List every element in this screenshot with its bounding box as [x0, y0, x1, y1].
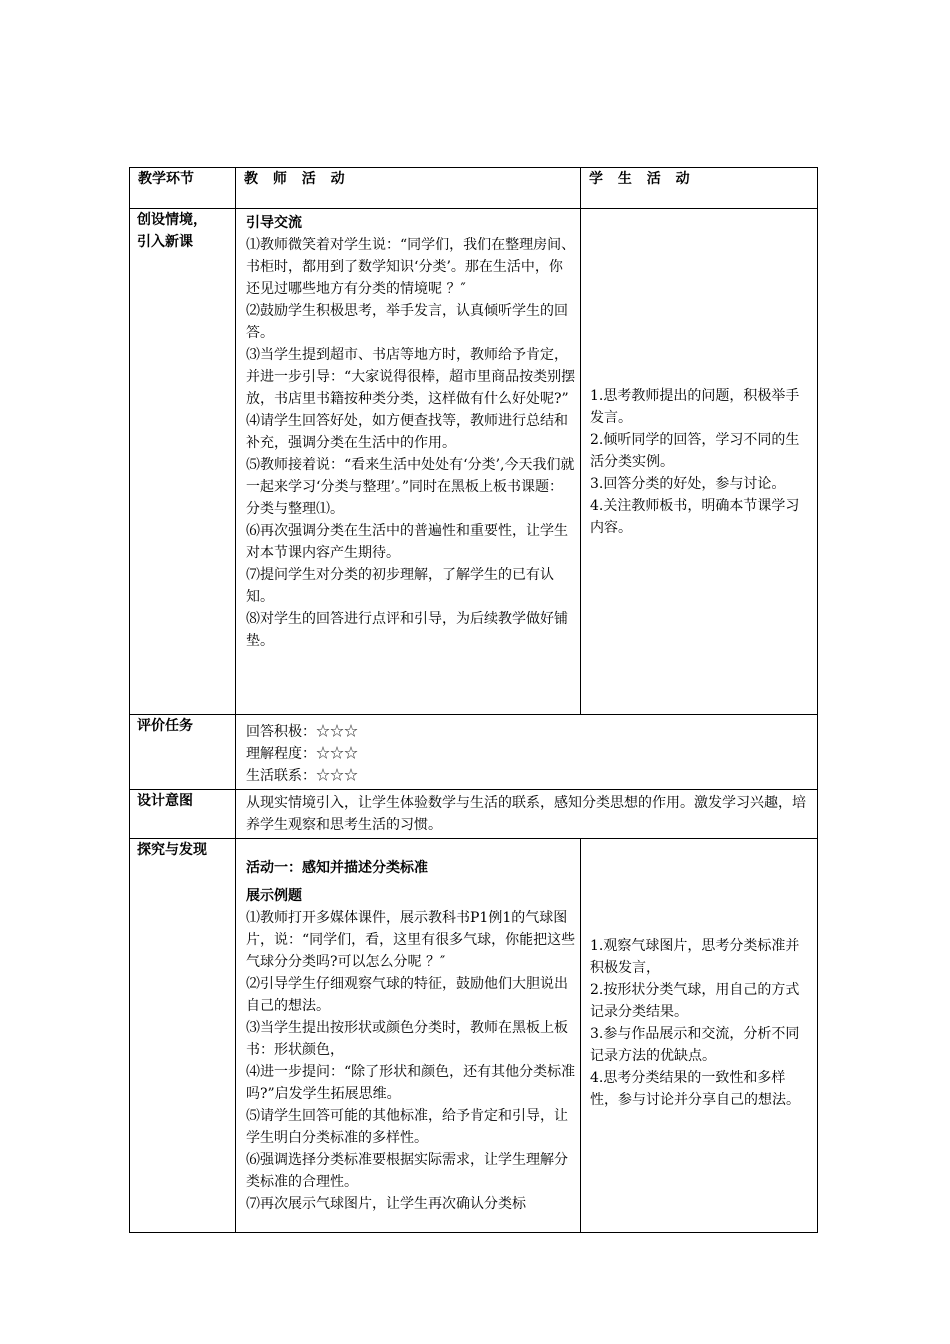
header-teacher-activity: 教 师 活 动 — [244, 171, 350, 187]
section-intro-student — [581, 385, 817, 539]
teacher-step: ⑷进一步提问：“除了形状和颜色，还有其他分类标准吗?”启发学生拓展思维。 — [246, 1064, 576, 1102]
design-intent-text: 从现实情境引入，让学生体验数学与生活的联系，感知分类思想的作用。激发学习兴趣，培养学生观察和思考生活的习惯。 — [246, 795, 806, 833]
section-explore-teacher — [236, 839, 580, 1217]
student-step: 2.按形状分类气球，用自己的方式记录分类结果。 — [590, 982, 800, 1020]
section-intro-label-line1: 创设情境， — [137, 212, 207, 228]
section-intro-label-line2: 引入新课 — [137, 234, 193, 250]
evaluation-label: 评价任务 — [137, 718, 193, 734]
student-step: 3.参与作品展示和交流，分析不同记录方法的优缺点。 — [590, 1026, 800, 1064]
header-student-activity: 学 生 活 动 — [589, 171, 695, 187]
teacher-step: ⑺提问学生对分类的初步理解，了解学生的已有认知。 — [246, 567, 554, 605]
teacher-step: ⑻对学生的回答进行点评和引导，为后续教学做好铺垫。 — [246, 611, 568, 649]
student-step: 4.关注教师板书，明确本节课学习内容。 — [590, 497, 800, 536]
header-stage: 教学环节 — [138, 171, 194, 187]
student-step: 2.倾听同学的回答，学习不同的生活分类实例。 — [590, 431, 800, 470]
teacher-step: ⑺再次展示气球图片，让学生再次确认分类标 — [246, 1196, 526, 1212]
evaluation-item: 生活联系：☆☆☆ — [246, 768, 358, 784]
section-explore-row — [130, 839, 818, 1233]
teacher-step: ⑴教师打开多媒体课件，展示教科书P1例1的气球图片，说：“同学们，看，这里有很多气球，你能把这些气球分分类吗?可以怎么分呢 ？″ — [246, 910, 576, 970]
activity-title: 活动一：感知并描述分类标准 — [246, 860, 428, 876]
teacher-step: ⑴教师微笑着对学生说：“同学们，我们在整理房间、书柜时，都用到了数学知识‘分类’。那在生活中，你还见过哪些地方有分类的情境呢 ？″ — [246, 237, 576, 297]
section-explore-student — [581, 839, 817, 1111]
star-rating: ☆☆☆ — [316, 746, 358, 762]
section-intro-label — [130, 209, 235, 253]
teacher-step: ⑶当学生提到超市、书店等地方时，教师给予肯定，并进一步引导：“大家说得很棒，超市里商品按类别摆放，书店里书籍按种类分类，这样做有什么好处呢?” — [246, 347, 576, 407]
section-explore-label: 探究与发现 — [137, 842, 207, 858]
section-intro-row — [130, 209, 818, 715]
design-intent-row — [130, 790, 818, 839]
section-intro-subhead: 引导交流 — [246, 215, 302, 231]
section-intro-teacher — [236, 209, 580, 654]
section-explore-subhead: 展示例题 — [246, 888, 302, 904]
teacher-step: ⑷请学生回答好处，如方便查找等，教师进行总结和补充，强调分类在生活中的作用。 — [246, 413, 568, 451]
star-rating: ☆☆☆ — [316, 724, 358, 740]
header-row — [130, 168, 818, 209]
student-step: 4.思考分类结果的一致性和多样性，参与讨论并分享自己的想法。 — [590, 1070, 800, 1108]
evaluation-row — [130, 715, 818, 790]
student-step: 3.回答分类的好处，参与讨论。 — [590, 475, 786, 492]
star-rating: ☆☆☆ — [316, 768, 358, 784]
teacher-step: ⑵引导学生仔细观察气球的特征，鼓励他们大胆说出自己的想法。 — [246, 976, 568, 1014]
teacher-step: ⑶当学生提出按形状或颜色分类时，教师在黑板上板书：形状颜色， — [246, 1020, 568, 1058]
teacher-step: ⑸教师接着说：“看来生活中处处有‘分类’,今天我们就一起来学习‘分类与整理’。”同时在黑板上板书课题：分类与整理⑴。 — [246, 457, 575, 517]
design-intent-label: 设计意图 — [137, 793, 193, 809]
student-step: 1.思考教师提出的问题，积极举手发言。 — [590, 387, 800, 426]
student-step: 1.观察气球图片，思考分类标准并积极发言， — [590, 938, 800, 976]
evaluation-items — [236, 715, 817, 789]
teacher-step: ⑵鼓励学生积极思考，举手发言，认真倾听学生的回答。 — [246, 303, 568, 341]
evaluation-item: 回答积极：☆☆☆ — [246, 724, 358, 740]
teacher-step: ⑹再次强调分类在生活中的普遍性和重要性，让学生对本节课内容产生期待。 — [246, 523, 568, 561]
lesson-plan-table — [129, 167, 818, 1233]
teacher-step: ⑹强调选择分类标准要根据实际需求，让学生理解分类标准的合理性。 — [246, 1152, 568, 1190]
teacher-step: ⑸请学生回答可能的其他标准，给予肯定和引导，让学生明白分类标准的多样性。 — [246, 1108, 568, 1146]
evaluation-item: 理解程度：☆☆☆ — [246, 746, 358, 762]
